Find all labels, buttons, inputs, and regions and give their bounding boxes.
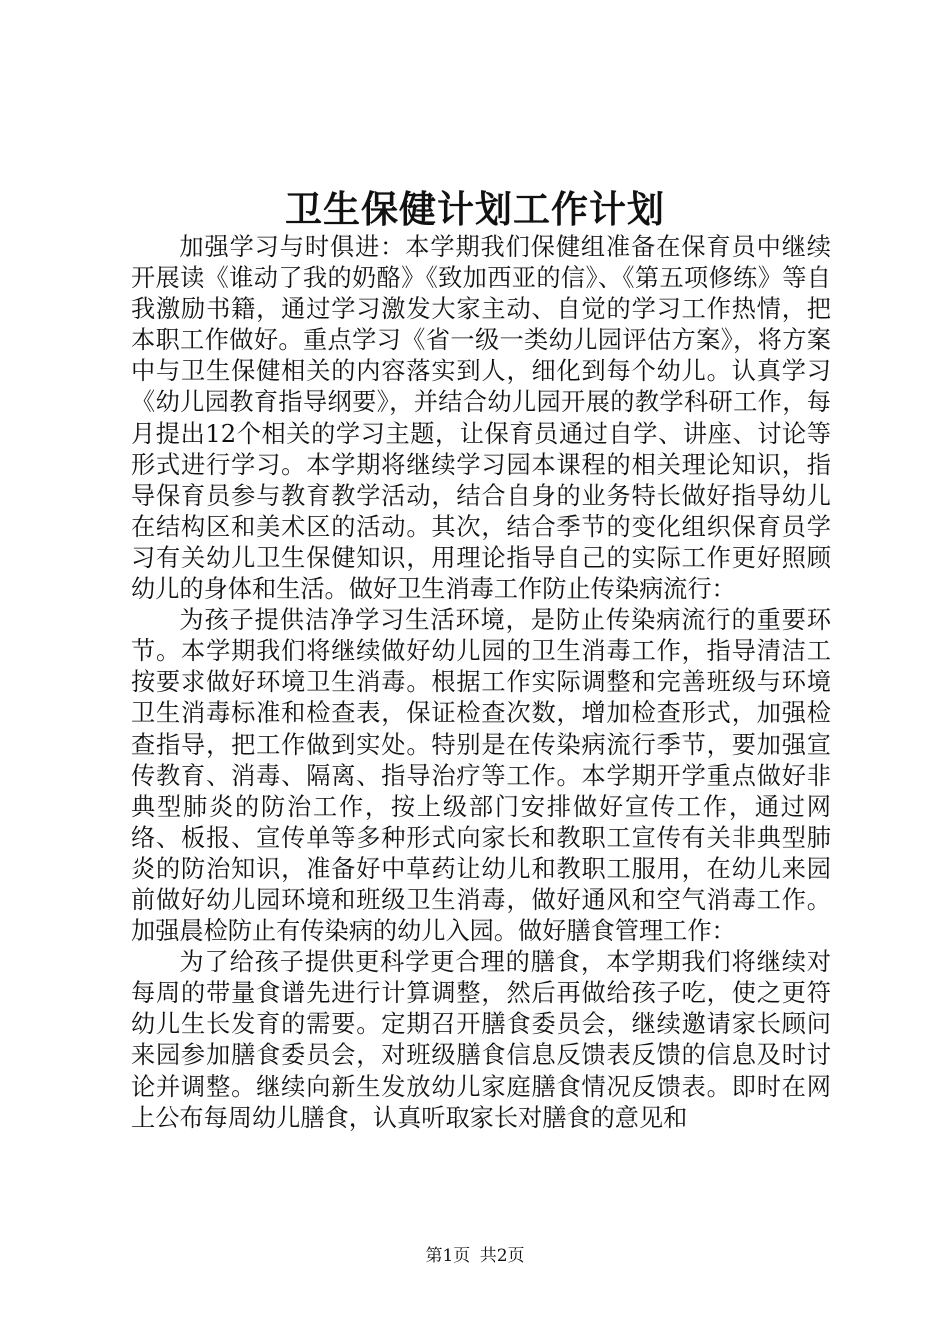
paragraph-study: 加强学习与时俱进：本学期我们保健组准备在保育员中继续开展读《谁动了我的奶酪》《致加西亚的信》、《第五项修练》等自我激励书籍，通过学习激发大家主动、自觉的学习工作热情，把本职工作做好。重点学习《省一级一类幼儿园评估方案》，将方案中与卫生保健相关的内容落实到人，细化到每个幼儿。认真学习《幼儿园教育指导纲要》，并结合幼儿园开展的教学科研工作，每月提出12个相关的学习主题，让保育员通过自学、讲座、讨论等形式进行学习。本学期将继续学习园本课程的相关理论知识，指导保育员参与教育教学活动，结合自身的业务特长做好指导幼儿在结构区和美术区的活动。其次，结合季节的变化组织保育员学习有关幼儿卫生保健知识，用理论指导自己的实际工作更好照顾幼儿的身体和生活。做好卫生消毒工作防止传染病流行： [131, 233, 831, 604]
page-footer: 第1页 共2页 [425, 1246, 525, 1266]
document-body [131, 232, 831, 1134]
document-title: 卫生保健计划工作计划 [285, 187, 665, 231]
paragraph-disinfection: 为孩子提供洁净学习生活环境，是防止传染病流行的重要环节。本学期我们将继续做好幼儿园的卫生消毒工作，指导清洁工按要求做好环境卫生消毒。根据工作实际调整和完善班级与环境卫生消毒标准和检查表，保证检查次数，增加检查形式，加强检查指导，把工作做到实处。特别是在传染病流行季节，要加强宣传教育、消毒、隔离、指导治疗等工作。本学期开学重点做好非典型肺炎的防治工作，按上级部门安排做好宣传工作，通过网络、板报、宣传单等多种形式向家长和教职工宣传有关非典型肺炎的防治知识，准备好中草药让幼儿和教职工服用，在幼儿来园前做好幼儿园环境和班级卫生消毒，做好通风和空气消毒工作。加强晨检防止有传染病的幼儿入园。做好膳食管理工作： [131, 606, 831, 946]
paragraph-diet: 为了给孩子提供更科学更合理的膳食，本学期我们将继续对每周的带量食谱先进行计算调整，然后再做给孩子吃，使之更符幼儿生长发育的需要。定期召开膳食委员会，继续邀请家长顾问来园参加膳食委员会，对班级膳食信息反馈表反馈的信息及时讨论并调整。继续向新生发放幼儿家庭膳食情况反馈表。即时在网上公布每周幼儿膳食，认真听取家长对膳食的意见和 [131, 948, 831, 1132]
